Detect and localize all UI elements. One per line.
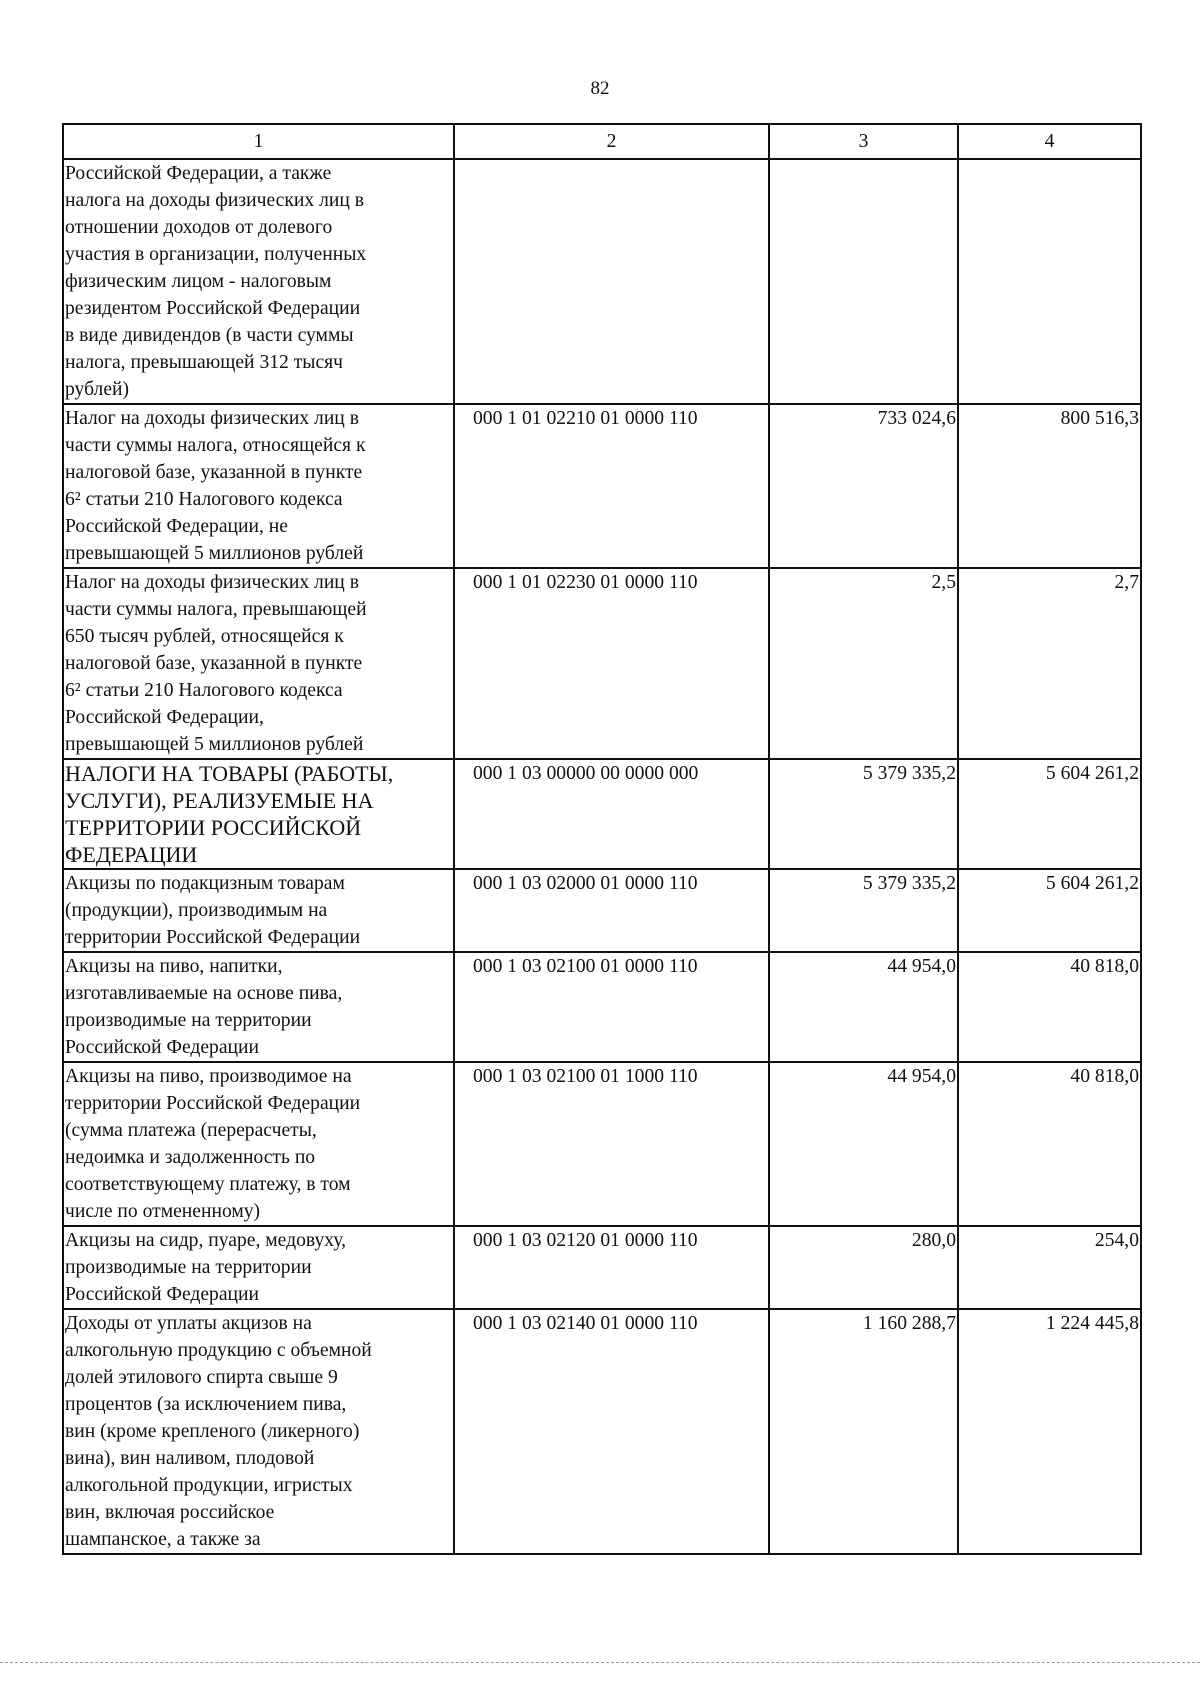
row-name-line: Российской Федерации bbox=[65, 1037, 259, 1058]
row-value-col3: 280,0 bbox=[769, 1226, 958, 1309]
row-value-col3: 733 024,6 bbox=[769, 404, 958, 568]
table-row bbox=[63, 869, 1141, 952]
row-name-line: части суммы налога, превышающей bbox=[65, 599, 367, 620]
column-header-1: 1 bbox=[63, 124, 454, 159]
row-name-line: части суммы налога, относящейся к bbox=[65, 435, 366, 456]
row-value-col4 bbox=[958, 159, 1141, 404]
row-name-line: превышающей 5 миллионов рублей bbox=[65, 734, 364, 755]
row-value-col4: 254,0 bbox=[958, 1226, 1141, 1309]
row-value-col3 bbox=[769, 159, 958, 404]
row-name-line: Акцизы на сидр, пуаре, медовуху, bbox=[65, 1230, 347, 1251]
row-name-line: рублей) bbox=[65, 379, 130, 400]
row-name-line: числе по отмененному) bbox=[65, 1201, 261, 1222]
table-row bbox=[63, 404, 1141, 568]
row-name-line: Налог на доходы физических лиц в bbox=[65, 572, 359, 593]
column-header-3: 3 bbox=[769, 124, 958, 159]
row-name-line: изготавливаемые на основе пива, bbox=[65, 983, 343, 1004]
row-name-line: Российской Федерации bbox=[65, 1284, 259, 1305]
row-value-col4: 5 604 261,2 bbox=[958, 759, 1141, 869]
row-name-line: НАЛОГИ НА ТОВАРЫ (РАБОТЫ, bbox=[65, 761, 394, 786]
row-name-cell bbox=[63, 404, 454, 568]
table-row bbox=[63, 759, 1141, 869]
row-name-line: алкогольную продукцию с объемной bbox=[65, 1340, 372, 1361]
row-code-cell: 000 1 03 02100 01 0000 110 bbox=[454, 952, 769, 1062]
row-name-line: Акцизы по подакцизным товарам bbox=[65, 873, 345, 894]
row-name-line: ФЕДЕРАЦИИ bbox=[65, 842, 198, 867]
row-name-line: Российской Федерации, не bbox=[65, 516, 288, 537]
row-value-col3: 5 379 335,2 bbox=[769, 869, 958, 952]
row-name-cell bbox=[63, 1062, 454, 1226]
row-name-line: (продукции), производимым на bbox=[65, 900, 328, 921]
row-name-line: (сумма платежа (перерасчеты, bbox=[65, 1120, 317, 1141]
scan-edge-line bbox=[0, 1662, 1200, 1663]
row-code-cell: 000 1 01 02230 01 0000 110 bbox=[454, 568, 769, 759]
row-code-cell: 000 1 03 02000 01 0000 110 bbox=[454, 869, 769, 952]
row-code-cell: 000 1 03 02100 01 1000 110 bbox=[454, 1062, 769, 1226]
page-number: 82 bbox=[590, 78, 610, 99]
row-name-line: вина), вин наливом, плодовой bbox=[65, 1448, 315, 1469]
row-name-line: вин (кроме крепленого (ликерного) bbox=[65, 1421, 360, 1442]
row-name-line: Акцизы на пиво, производимое на bbox=[65, 1066, 352, 1087]
row-value-col3: 5 379 335,2 bbox=[769, 759, 958, 869]
row-name-line: процентов (за исключением пива, bbox=[65, 1394, 347, 1415]
row-name-line: в виде дивидендов (в части суммы bbox=[65, 325, 354, 346]
column-header-2: 2 bbox=[454, 124, 769, 159]
row-name-line: 6² статьи 210 Налогового кодекса bbox=[65, 680, 343, 701]
row-name-line: УСЛУГИ), РЕАЛИЗУЕМЫЕ НА bbox=[65, 788, 374, 813]
table-row bbox=[63, 1062, 1141, 1226]
row-name-line: Российской Федерации, а также bbox=[65, 163, 332, 184]
row-name-line: Доходы от уплаты акцизов на bbox=[65, 1313, 312, 1334]
row-name-line: физическим лицом - налоговым bbox=[65, 271, 332, 292]
row-name-line: территории Российской Федерации bbox=[65, 1093, 361, 1114]
row-value-col4: 800 516,3 bbox=[958, 404, 1141, 568]
row-name-line: налоговой базе, указанной в пункте bbox=[65, 462, 363, 483]
table-row bbox=[63, 1309, 1141, 1554]
row-name-line: налога на доходы физических лиц в bbox=[65, 190, 364, 211]
row-name-cell bbox=[63, 159, 454, 404]
row-value-col3: 1 160 288,7 bbox=[769, 1309, 958, 1554]
row-name-line: производимые на территории bbox=[65, 1010, 312, 1031]
row-name-line: вин, включая российское bbox=[65, 1502, 275, 1523]
row-code-cell: 000 1 03 02120 01 0000 110 bbox=[454, 1226, 769, 1309]
row-name-line: резидентом Российской Федерации bbox=[65, 298, 361, 319]
table-header-row bbox=[63, 124, 1141, 159]
row-value-col4: 5 604 261,2 bbox=[958, 869, 1141, 952]
row-name-line: Акцизы на пиво, напитки, bbox=[65, 956, 283, 977]
row-name-line: долей этилового спирта свыше 9 bbox=[65, 1367, 338, 1388]
row-name-line: Налог на доходы физических лиц в bbox=[65, 408, 359, 429]
row-code-cell: 000 1 03 00000 00 0000 000 bbox=[454, 759, 769, 869]
row-value-col3: 2,5 bbox=[769, 568, 958, 759]
row-name-line: превышающей 5 миллионов рублей bbox=[65, 543, 364, 564]
row-name-cell bbox=[63, 759, 454, 869]
row-code-cell: 000 1 01 02210 01 0000 110 bbox=[454, 404, 769, 568]
row-name-line: налога, превышающей 312 тысяч bbox=[65, 352, 344, 373]
row-name-line: соответствующему платежу, в том bbox=[65, 1174, 351, 1195]
row-name-cell bbox=[63, 869, 454, 952]
row-name-cell bbox=[63, 1226, 454, 1309]
row-name-line: 650 тысяч рублей, относящейся к bbox=[65, 626, 344, 647]
row-value-col4: 40 818,0 bbox=[958, 1062, 1141, 1226]
row-value-col3: 44 954,0 bbox=[769, 952, 958, 1062]
row-name-line: налоговой базе, указанной в пункте bbox=[65, 653, 363, 674]
table-row bbox=[63, 952, 1141, 1062]
table-row bbox=[63, 159, 1141, 404]
row-name-line: алкогольной продукции, игристых bbox=[65, 1475, 353, 1496]
row-name-line: территории Российской Федерации bbox=[65, 927, 361, 948]
row-value-col4: 2,7 bbox=[958, 568, 1141, 759]
row-name-line: участия в организации, полученных bbox=[65, 244, 367, 265]
row-value-col4: 40 818,0 bbox=[958, 952, 1141, 1062]
row-name-line: производимые на территории bbox=[65, 1257, 312, 1278]
row-name-line: недоимка и задолженность по bbox=[65, 1147, 316, 1168]
row-value-col4: 1 224 445,8 bbox=[958, 1309, 1141, 1554]
revenue-table bbox=[62, 123, 1142, 1555]
row-name-cell bbox=[63, 952, 454, 1062]
row-name-line: 6² статьи 210 Налогового кодекса bbox=[65, 489, 343, 510]
row-name-line: шампанское, а также за bbox=[65, 1529, 261, 1550]
row-code-cell: 000 1 03 02140 01 0000 110 bbox=[454, 1309, 769, 1554]
table-row bbox=[63, 568, 1141, 759]
row-code-cell bbox=[454, 159, 769, 404]
row-name-line: отношении доходов от долевого bbox=[65, 217, 333, 238]
column-header-4: 4 bbox=[958, 124, 1141, 159]
row-name-cell bbox=[63, 568, 454, 759]
row-name-line: ТЕРРИТОРИИ РОССИЙСКОЙ bbox=[65, 815, 362, 840]
row-name-line: Российской Федерации, bbox=[65, 707, 264, 728]
table-body bbox=[63, 159, 1141, 1554]
row-value-col3: 44 954,0 bbox=[769, 1062, 958, 1226]
row-name-cell bbox=[63, 1309, 454, 1554]
table-row bbox=[63, 1226, 1141, 1309]
